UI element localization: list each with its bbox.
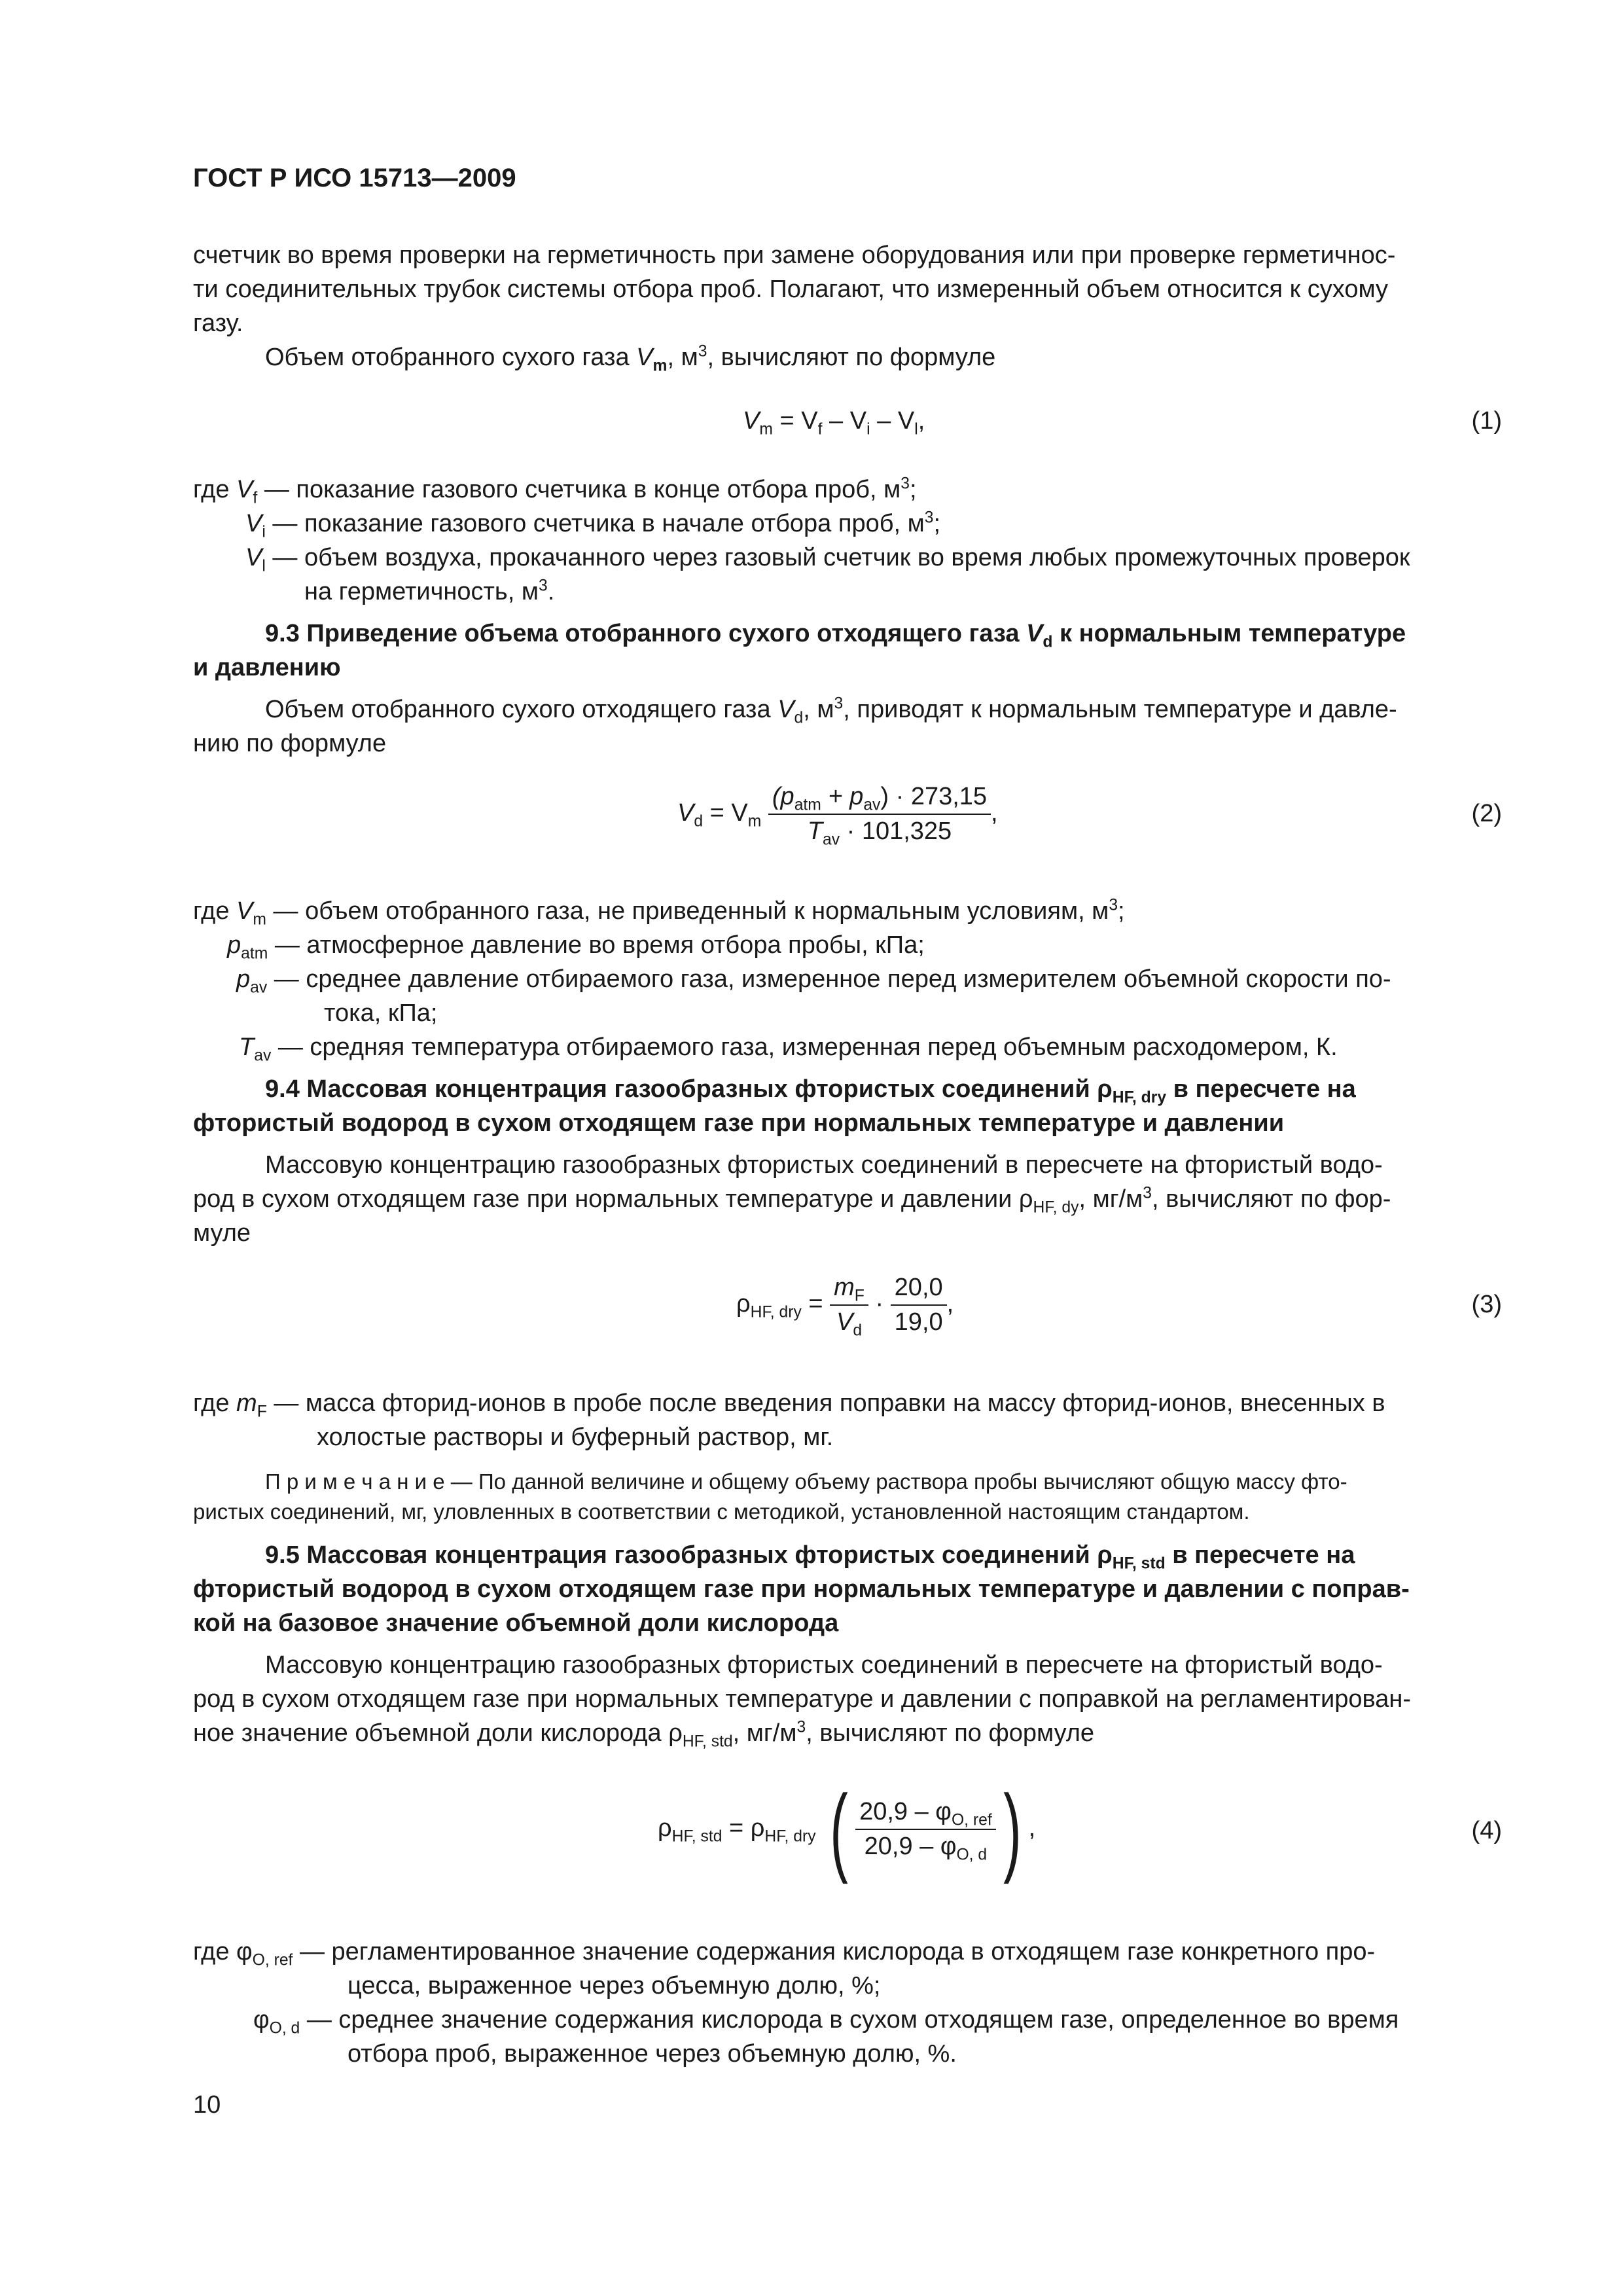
definition-line: $p_{av}$ — среднее давление отбираемого газа, измеренное перед измерителем объемной скорости по-: [236, 965, 1391, 997]
definition-line: холостые растворы и буферный раствор, мг.: [317, 1424, 834, 1451]
page-number: 10: [193, 2091, 221, 2119]
formula-2: $V_d = V_m$ $\frac{(p_{atm} + p_{av}) \cdot 273,15}{T_{av} \cdot 101,325}$ ,: [677, 783, 998, 849]
definition-line: $V_l$ — объем воздуха, прокачанного через газовый счетчик во время любых промежуточных проверок: [245, 544, 1410, 575]
paragraph-line: ное значение объемной доли кислорода $\rho_{HF, std}$, $мг/м^3$, вычисляют по формуле: [193, 1718, 1095, 1751]
paragraph-line: счетчик во время проверки на герметичность при замене оборудования или при проверке герметичнос-: [193, 242, 1396, 269]
section-heading-9-3: 9.3 Приведение объема отобранного сухого отходящего газа $V_d$ к нормальным температуре: [265, 620, 1406, 651]
paragraph-line: нию по формуле: [193, 730, 387, 757]
definition-line: $p_{atm}$ — атмосферное давление во время отбора пробы, кПа;: [227, 931, 925, 963]
paragraph-line: Массовую концентрацию газообразных фтористых соединений в пересчете на фтористый водо-: [265, 1151, 1383, 1179]
definition-line: $V_i$ — показание газового счетчика в начале отбора проб, $м^3$;: [245, 509, 941, 541]
definition-line: где $m_F$ — масса фторид-ионов в пробе после введения поправки на массу фторид-ионов, внесенных в: [193, 1390, 1385, 1421]
left-paren: (: [830, 1774, 848, 1884]
paragraph-line: Массовую концентрацию газообразных фтористых соединений в пересчете на фтористый водо-: [265, 1651, 1383, 1679]
fraction: $\frac{(p_{atm} + p_{av}) \cdot 273,15}{T_{av} \cdot 101,325}$: [768, 783, 991, 846]
equation-number: (3): [1471, 1291, 1502, 1318]
formula-1: $V_m = V_f - V_i - V_l$,: [743, 407, 925, 439]
paragraph-line: газу.: [193, 310, 243, 337]
section-heading-9-4: 9.4 Массовая концентрация газообразных фтористых соединений $\rho_{HF, dry}$ в пересчете на: [265, 1075, 1356, 1107]
equation-number: (1): [1471, 407, 1502, 435]
document-page: [193, 0, 1502, 2296]
paragraph-line: род в сухом отходящем газе при нормальных температуре и давлении с поправкой на регламентирован-: [193, 1685, 1412, 1713]
section-heading-9-4: фтористый водород в сухом отходящем газе при нормальных температуре и давлении: [193, 1109, 1285, 1137]
note: П р и м е ч а н и е — По данной величине и общему объему раствора пробы вычисляют общую массу фто-: [265, 1469, 1347, 1494]
note: ристых соединений, мг, уловленных в соответствии с методикой, установленной настоящим стандартом.: [193, 1499, 1250, 1524]
definition-line: $T_{av}$ — средняя температура отбираемого газа, измеренная перед объемным расходомером, К.: [239, 1033, 1338, 1065]
section-heading-9-5: кой на базовое значение объемной доли кислорода: [193, 1609, 839, 1637]
definition-line: где $V_f$ — показание газового счетчика в конце отбора проб, $м^3$;: [193, 475, 917, 507]
equation-number: (2): [1471, 800, 1502, 827]
definition-line: на герметичность, $м^3$.: [304, 577, 555, 605]
fraction: $\frac{m_F}{V_d}$: [830, 1274, 868, 1336]
fraction: $\frac{20,0}{19,0}$: [891, 1274, 947, 1336]
paragraph-line: Объем отобранного сухого газа $V_m$, $м^3$, вычисляют по формуле: [265, 342, 996, 375]
paragraph-line: ти соединительных трубок системы отбора проб. Полагают, что измеренный объем относится к сухому: [193, 276, 1389, 303]
section-heading-9-5: фтористый водород в сухом отходящем газе при нормальных температуре и давлении с поправ-: [193, 1575, 1410, 1603]
section-heading-9-5: 9.5 Массовая концентрация газообразных фтористых соединений $\rho_{HF, std}$ в пересчете на: [265, 1541, 1355, 1573]
paragraph-line: муле: [193, 1219, 251, 1247]
paragraph-line: Объем отобранного сухого отходящего газа $V_d$, $м^3$, приводят к нормальным температуре и давле-: [265, 694, 1397, 727]
document-header: ГОСТ Р ИСО 15713—2009: [193, 164, 516, 192]
right-paren: ): [1003, 1774, 1022, 1884]
paragraph-line: род в сухом отходящем газе при нормальных температуре и давлении $\rho_{HF, dy}$, $мг/м^3$, вычисляют по фор-: [193, 1184, 1391, 1217]
formula-4: $\rho_{HF, std} = \rho_{HF, dry}$ ( $\frac{20,9 - \varphi_{O, ref}}{20,9 - \varphi_{O, d}}$ ) ,: [658, 1774, 1036, 1884]
definition-line: отбора проб, выраженное через объемную долю, %.: [348, 2040, 957, 2068]
definition-line: тока, кПа;: [324, 999, 438, 1027]
equation-number: (4): [1471, 1817, 1502, 1844]
fraction: $\frac{20,9 - \varphi_{O, ref}}{20,9 - \varphi_{O, d}}$: [855, 1798, 996, 1861]
definition-line: $\varphi_{O, d}$ — среднее значение содержания кислорода в сухом отходящем газе, определенное во время: [253, 2006, 1399, 2037]
section-heading-9-3: и давлению: [193, 654, 341, 681]
definition-line: где $\varphi_{O, ref}$ — регламентированное значение содержания кислорода в отходящем газе конкретного про-: [193, 1938, 1376, 1969]
definition-line: цесса, выраженное через объемную долю, %;: [348, 1972, 881, 2000]
formula-3: $\rho_{HF, dry}$ = $\frac{m_F}{V_d}$ · $\frac{20,0}{19,0}$ ,: [736, 1274, 954, 1340]
definition-line: где $V_m$ — объем отобранного газа, не приведенный к нормальным условиям, $м^3$;: [193, 896, 1125, 929]
